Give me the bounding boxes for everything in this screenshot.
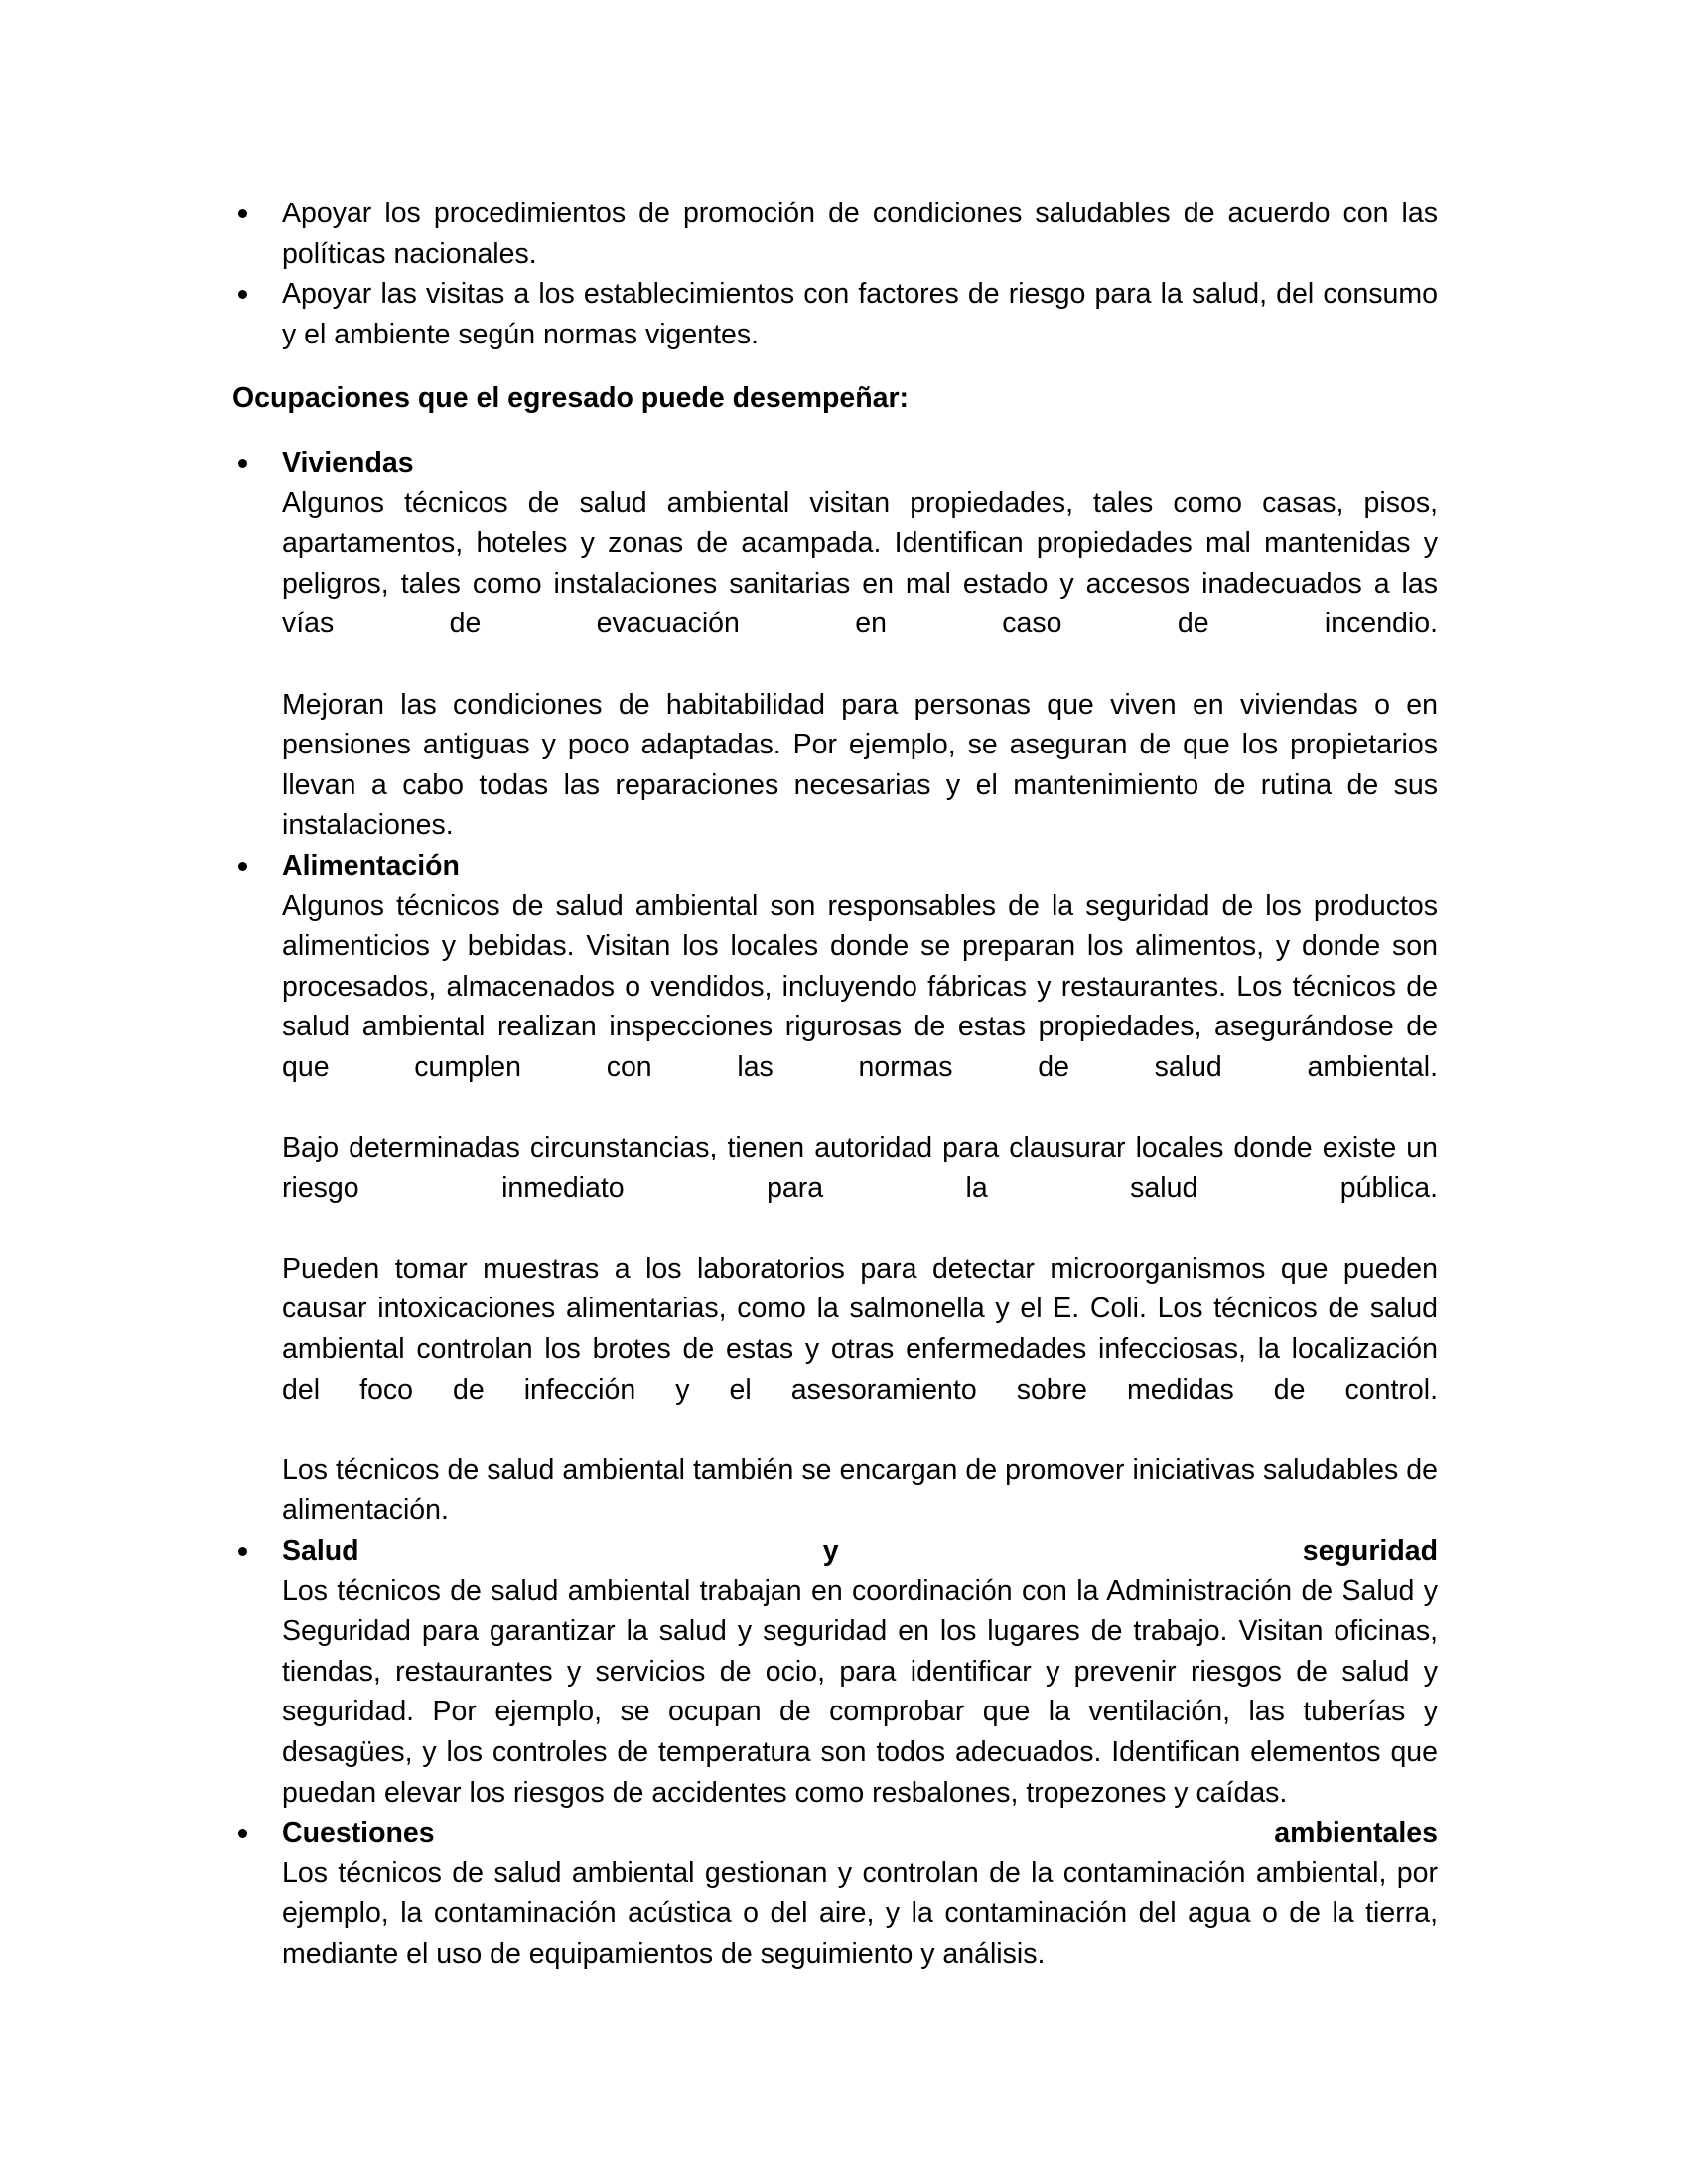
occupation-paragraph: Algunos técnicos de salud ambiental son responsables de la seguridad de los productos alimenticios y bebidas. Visitan los locales donde se preparan los alimentos, y donde son procesados, almacenados o vendidos, incluyendo fábricas y restaurantes. Los técnicos de salud ambiental realizan inspecciones rigurosas de estas propiedades, asegurándose de que cumplen con las normas de salud ambiental.	[282, 889, 1438, 1083]
bullet-icon	[238, 459, 247, 468]
occupation-paragraph: Los técnicos de salud ambiental trabajan en coordinación con la Administración de Salud y Seguridad para garantizar la salud y seguridad en los lugares de trabajo. Visitan oficinas, tiendas, restaurantes y servicios de ocio, para identificar y prevenir riesgos de salud y seguridad. Por ejemplo, se ocupan de comprobar que la ventilación, las tuberías y desagües, y los controles de temperatura son todos adecuados. Identifican elementos que puedan elevar los riesgos de accidentes como resbalones, tropezones y caídas.	[282, 1574, 1438, 1809]
bullet-icon	[238, 290, 247, 299]
list-item	[232, 274, 1438, 354]
bullet-icon	[238, 1547, 247, 1556]
occupation-item-viviendas	[232, 443, 1438, 846]
intro-bullet-text: Apoyar las visitas a los establecimientos con factores de riesgo para la salud, del consumo y el ambiente según normas vigentes.	[282, 278, 1438, 350]
blank-line	[282, 1208, 1438, 1249]
occupation-paragraph: Bajo determinadas circunstancias, tienen autoridad para clausurar locales donde existe un riesgo inmediato para la salud pública.	[282, 1132, 1438, 1204]
occupation-title: Alimentación	[282, 849, 460, 882]
intro-bullet-list	[232, 194, 1438, 354]
document-page	[232, 194, 1438, 1975]
occupation-item-cuestiones-ambientales	[232, 1813, 1438, 1974]
occupation-title: Cuestiones ambientales	[282, 1817, 1438, 1849]
occupation-item-alimentacion	[232, 846, 1438, 1531]
bullet-icon	[238, 209, 247, 218]
intro-bullet-text: Apoyar los procedimientos de promoción de condiciones saludables de acuerdo con las políticas nacionales.	[282, 198, 1438, 270]
occupation-title: Salud y seguridad	[282, 1535, 1438, 1567]
blank-line	[282, 644, 1438, 685]
occupations-list	[232, 443, 1438, 1975]
blank-line	[282, 1410, 1438, 1450]
occupation-paragraph: Los técnicos de salud ambiental gestionan y controlan de la contaminación ambiental, por ejemplo, la contaminación acústica o del aire, y la contaminación del agua o de la tierra, mediante el uso de equipamientos de seguimiento y análisis.	[282, 1856, 1438, 1970]
bullet-icon	[238, 862, 247, 871]
section-heading: Ocupaciones que el egresado puede desempeñar:	[232, 382, 910, 415]
occupation-item-salud-seguridad	[232, 1531, 1438, 1813]
bullet-icon	[238, 1829, 247, 1838]
occupation-paragraph: Mejoran las condiciones de habitabilidad para personas que viven en viviendas o en pensiones antiguas y poco adaptadas. Por ejemplo, se aseguran de que los propietarios llevan a cabo todas las reparaciones necesarias y el mantenimiento de rutina de sus instalaciones.	[282, 688, 1438, 842]
blank-line	[282, 1087, 1438, 1128]
occupation-title: Viviendas	[282, 446, 414, 478]
list-item	[232, 194, 1438, 274]
occupation-paragraph: Algunos técnicos de salud ambiental visitan propiedades, tales como casas, pisos, apartamentos, hoteles y zonas de acampada. Identifican propiedades mal mantenidas y peligros, tales como instalaciones sanitarias en mal estado y accesos inadecuados a las vías de evacuación en caso de incendio.	[282, 486, 1438, 640]
occupation-paragraph: Los técnicos de salud ambiental también se encargan de promover iniciativas saludables de alimentación.	[282, 1453, 1438, 1527]
occupation-paragraph: Pueden tomar muestras a los laboratorios para detectar microorganismos que pueden causar intoxicaciones alimentarias, como la salmonella y el E. Coli. Los técnicos de salud ambiental controlan los brotes de estas y otras enfermedades infecciosas, la localización del foco de infección y el asesoramiento sobre medidas de control.	[282, 1252, 1438, 1406]
